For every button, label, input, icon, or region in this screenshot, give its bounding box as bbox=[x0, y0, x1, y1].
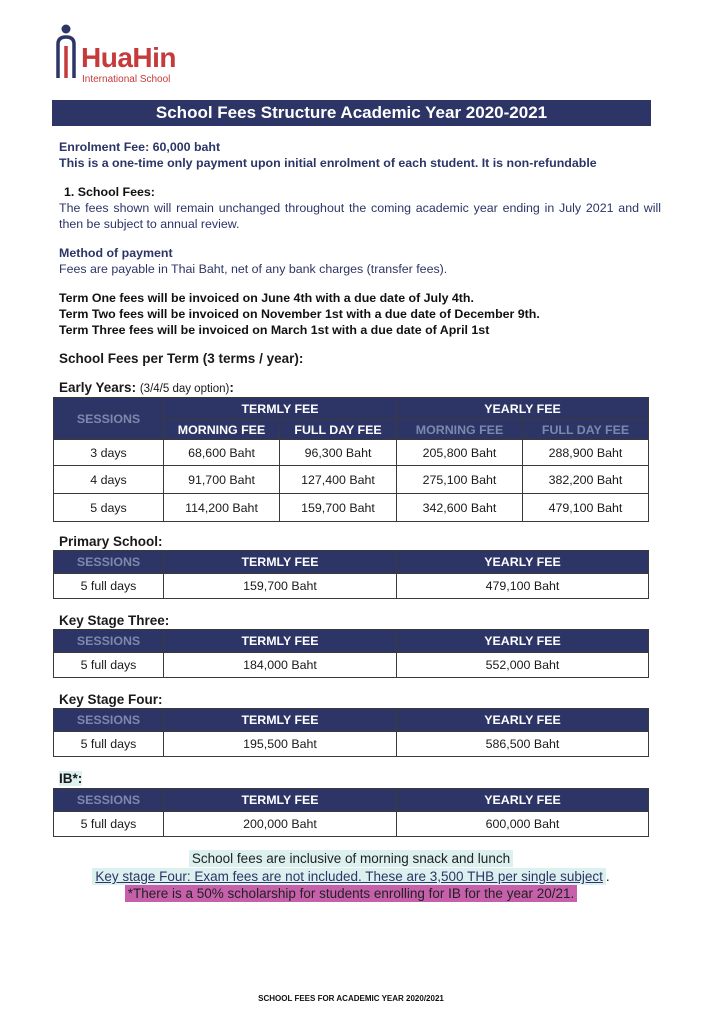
page-title: School Fees Structure Academic Year 2020-2021 bbox=[52, 100, 651, 126]
fee-cell: 479,100 Baht bbox=[397, 574, 649, 599]
fee-cell: 96,300 Baht bbox=[280, 440, 397, 466]
fee-cell: 68,600 Baht bbox=[164, 440, 280, 466]
logo-name: HuaHin bbox=[81, 42, 176, 73]
enrolment-fee: Enrolment Fee: 60,000 baht bbox=[59, 140, 221, 154]
ib-heading bbox=[59, 771, 82, 786]
fee-cell: 342,600 Baht bbox=[397, 494, 523, 522]
col-yearly-morning: MORNING FEE bbox=[397, 420, 523, 440]
table-row bbox=[54, 812, 649, 837]
col-sessions: SESSIONS bbox=[54, 789, 164, 812]
fee-cell: 159,700 Baht bbox=[164, 574, 397, 599]
school-fees-text: The fees shown will remain unchanged throughout the coming academic year ending in July 2021 and will then be subject to annual review. bbox=[59, 201, 661, 231]
col-termly-full-day: FULL DAY FEE bbox=[280, 420, 397, 440]
col-termly-fee: TERMLY FEE bbox=[164, 551, 397, 574]
early-years-title: Early Years: bbox=[59, 380, 137, 395]
early-years-option: (3/4/5 day option) bbox=[139, 383, 230, 395]
table-row bbox=[54, 494, 649, 522]
fee-cell: 552,000 Baht bbox=[397, 653, 649, 678]
fee-cell: 159,700 Baht bbox=[280, 494, 397, 522]
ib-heading-text: IB*: bbox=[59, 771, 83, 786]
term-three: Term Three fees will be invoiced on March 1st with a due date of April 1st bbox=[59, 323, 490, 337]
col-termly-morning: MORNING FEE bbox=[164, 420, 280, 440]
key-stage-three-table bbox=[53, 629, 649, 678]
fee-cell: 275,100 Baht bbox=[397, 466, 523, 494]
school-logo bbox=[56, 24, 196, 86]
table-row bbox=[54, 653, 649, 678]
fee-cell: 479,100 Baht bbox=[523, 494, 649, 522]
col-yearly-fee: YEARLY FEE bbox=[397, 789, 649, 812]
term-two: Term Two fees will be invoiced on November 1st with a due date of December 9th. bbox=[59, 307, 540, 321]
per-term-heading: School Fees per Term (3 terms / year): bbox=[59, 351, 304, 366]
early-years-colon: : bbox=[229, 380, 234, 395]
col-termly-fee: TERMLY FEE bbox=[164, 709, 397, 732]
payment-heading: Method of payment bbox=[59, 246, 173, 260]
session-cell: 5 full days bbox=[54, 732, 164, 757]
fee-cell: 600,000 Baht bbox=[397, 812, 649, 837]
fee-cell: 205,800 Baht bbox=[397, 440, 523, 466]
note-exam-fees-period: . bbox=[605, 869, 610, 884]
primary-school-table bbox=[53, 550, 649, 599]
early-years-table bbox=[53, 397, 649, 522]
col-sessions: SESSIONS bbox=[54, 398, 164, 440]
col-termly-fee: TERMLY FEE bbox=[164, 789, 397, 812]
term-one: Term One fees will be invoiced on June 4th with a due date of July 4th. bbox=[59, 291, 474, 305]
col-termly-fee: TERMLY FEE bbox=[164, 630, 397, 653]
col-sessions: SESSIONS bbox=[54, 551, 164, 574]
fee-cell: 200,000 Baht bbox=[164, 812, 397, 837]
early-years-heading bbox=[59, 380, 234, 395]
note-exam-fees: Key stage Four: Exam fees are not included. These are 3,500 THB per single subject bbox=[92, 868, 606, 885]
key-stage-four-heading: Key Stage Four: bbox=[59, 692, 163, 707]
session-cell: 4 days bbox=[54, 466, 164, 494]
primary-school-heading: Primary School: bbox=[59, 534, 163, 549]
school-fees-heading: 1. School Fees: bbox=[64, 185, 155, 199]
table-row bbox=[54, 466, 649, 494]
fee-cell: 195,500 Baht bbox=[164, 732, 397, 757]
fee-cell: 586,500 Baht bbox=[397, 732, 649, 757]
table-row bbox=[54, 732, 649, 757]
col-yearly-fee: YEARLY FEE bbox=[397, 551, 649, 574]
session-cell: 5 days bbox=[54, 494, 164, 522]
fee-cell: 382,200 Baht bbox=[523, 466, 649, 494]
col-yearly-fee: YEARLY FEE bbox=[397, 630, 649, 653]
col-termly-fee: TERMLY FEE bbox=[164, 398, 397, 420]
col-yearly-fee: YEARLY FEE bbox=[397, 709, 649, 732]
table-row bbox=[54, 440, 649, 466]
session-cell: 3 days bbox=[54, 440, 164, 466]
fee-cell: 127,400 Baht bbox=[280, 466, 397, 494]
fee-cell: 184,000 Baht bbox=[164, 653, 397, 678]
page-footer: SCHOOL FEES FOR ACADEMIC YEAR 2020/2021 bbox=[258, 994, 444, 1003]
fee-cell: 288,900 Baht bbox=[523, 440, 649, 466]
col-yearly-fee: YEARLY FEE bbox=[397, 398, 649, 420]
col-yearly-full-day: FULL DAY FEE bbox=[523, 420, 649, 440]
session-cell: 5 full days bbox=[54, 574, 164, 599]
payment-text: Fees are payable in Thai Baht, net of any bank charges (transfer fees). bbox=[59, 262, 448, 276]
key-stage-three-heading: Key Stage Three: bbox=[59, 613, 170, 628]
col-sessions: SESSIONS bbox=[54, 630, 164, 653]
table-row bbox=[54, 574, 649, 599]
fee-cell: 91,700 Baht bbox=[164, 466, 280, 494]
person-figure-icon bbox=[56, 24, 76, 84]
session-cell: 5 full days bbox=[54, 812, 164, 837]
note-inclusive: School fees are inclusive of morning snack and lunch bbox=[189, 850, 513, 867]
ib-table bbox=[53, 788, 649, 837]
session-cell: 5 full days bbox=[54, 653, 164, 678]
note-ib-scholarship: *There is a 50% scholarship for students enrolling for IB for the year 20/21. bbox=[125, 885, 578, 902]
key-stage-four-table bbox=[53, 708, 649, 757]
enrolment-note: This is a one-time only payment upon initial enrolment of each student. It is non-refundable bbox=[59, 156, 597, 170]
fee-cell: 114,200 Baht bbox=[164, 494, 280, 522]
logo-subtitle: International School bbox=[82, 74, 171, 85]
col-sessions: SESSIONS bbox=[54, 709, 164, 732]
